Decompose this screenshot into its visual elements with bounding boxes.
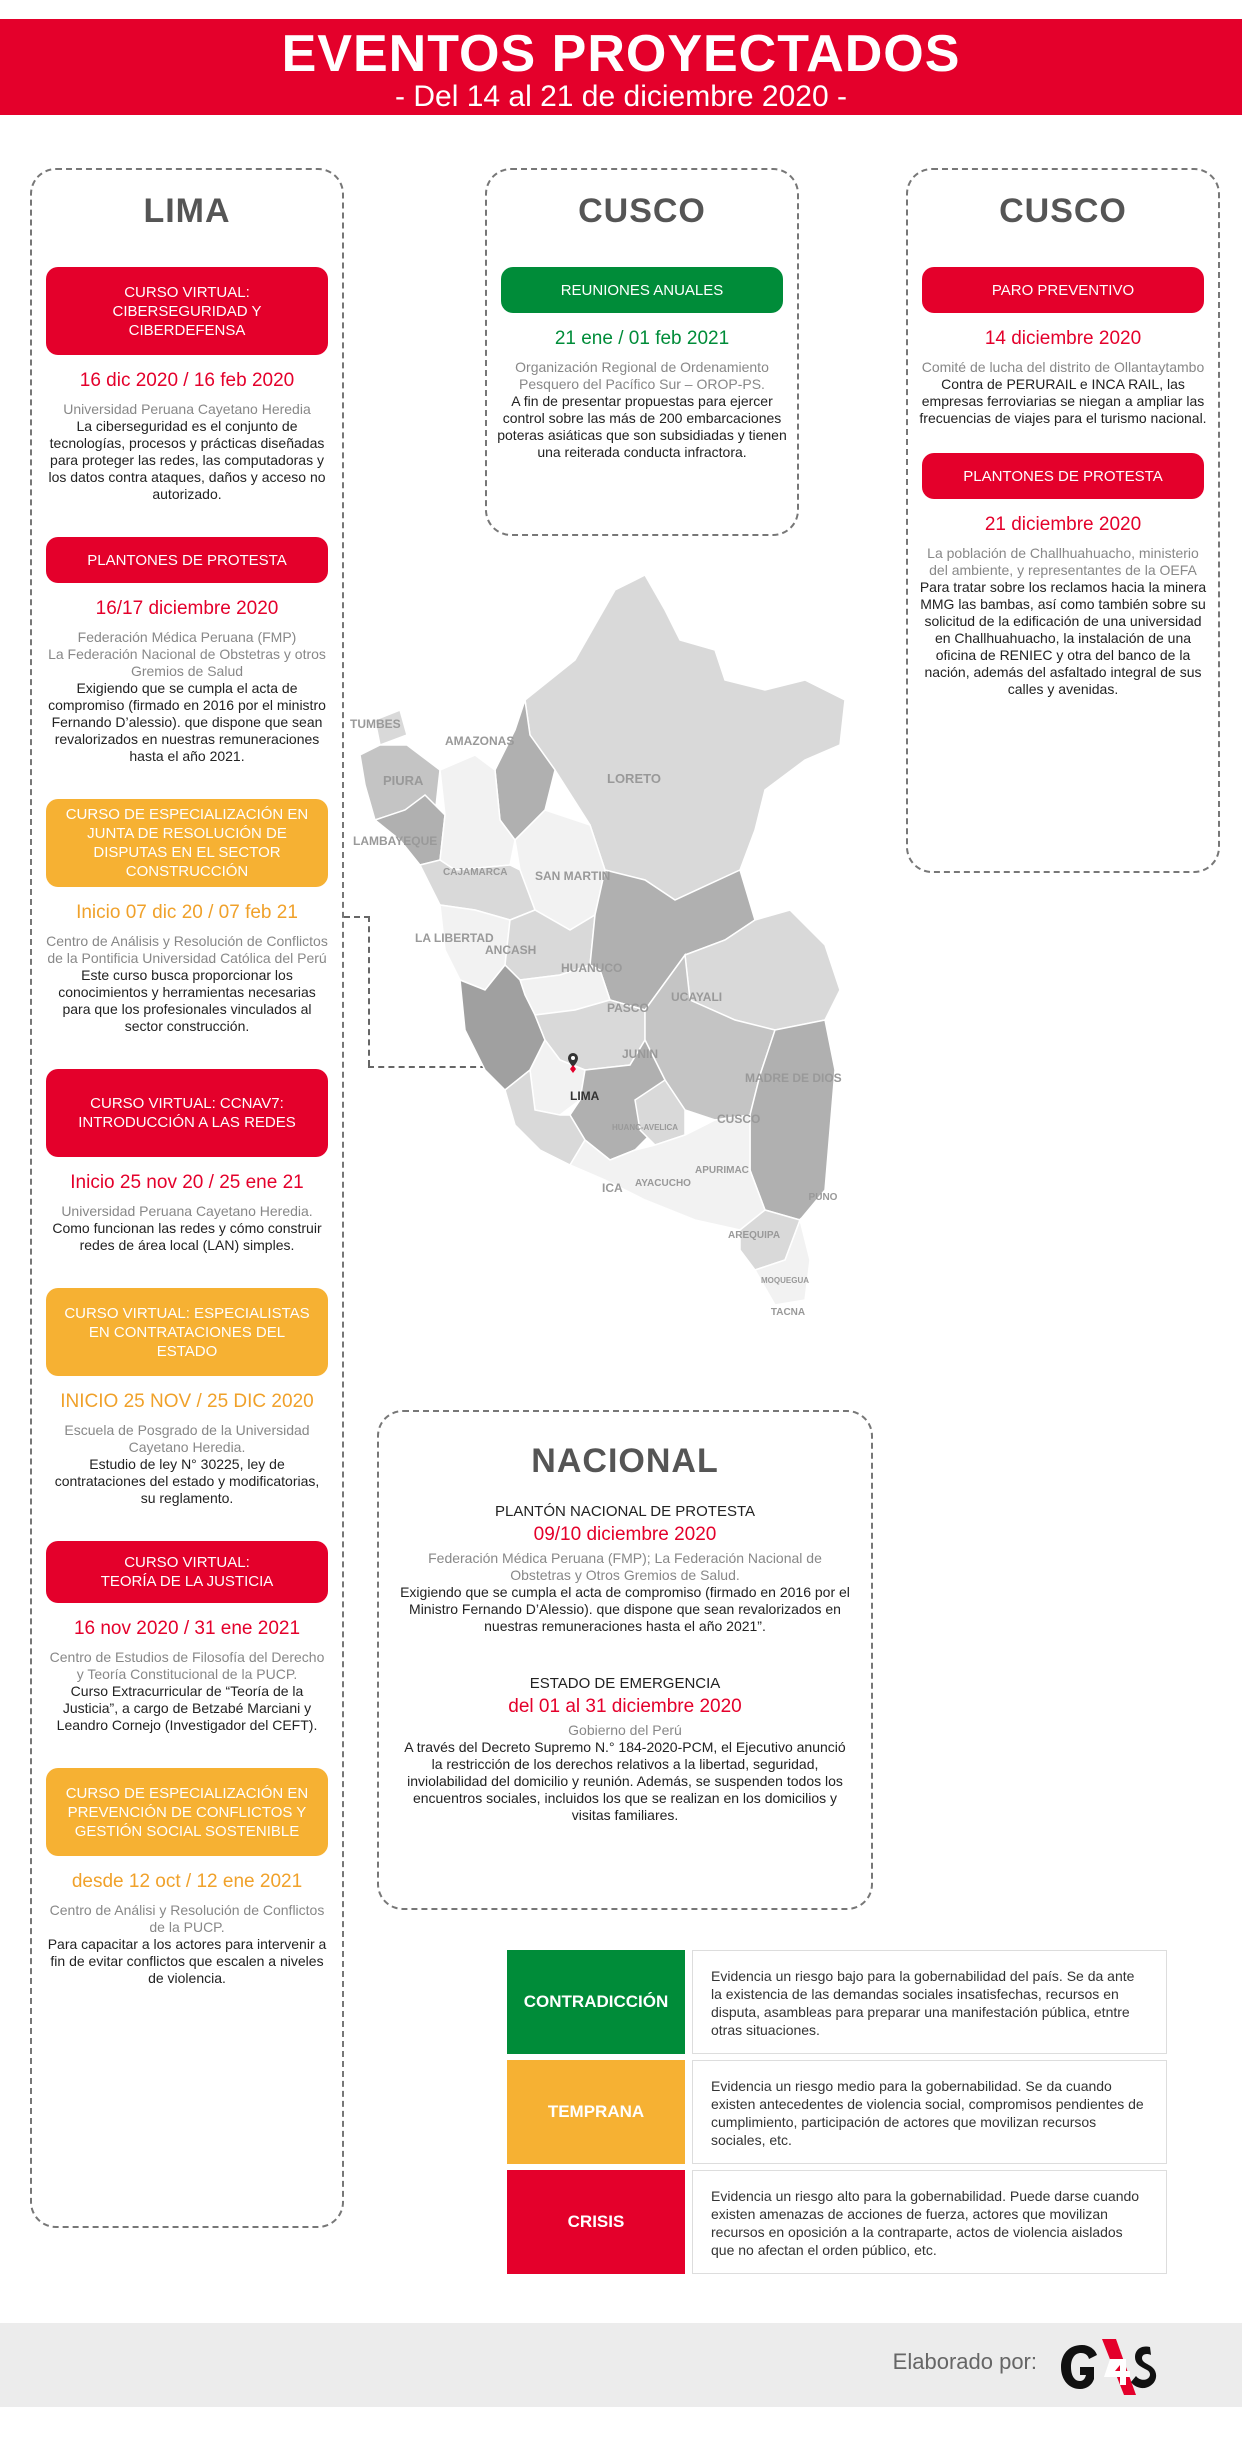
event-organizer: Centro de Análisis y Resolución de Conflictos de la Pontificia Universidad Católica del Perú — [46, 933, 328, 966]
event-date: 14 diciembre 2020 — [984, 328, 1142, 349]
legend-label: CRISIS — [507, 2170, 685, 2274]
event-item — [32, 1069, 342, 1254]
panel-cusco-reuniones — [485, 168, 799, 536]
risk-legend — [507, 1950, 1167, 2280]
event-description: Para capacitar a los actores para intervenir a fin de evitar conflictos que escalen a niveles de violencia. — [47, 1936, 327, 1986]
event-category-badge: CURSO VIRTUAL: TEORÍA DE LA JUSTICIA — [46, 1541, 328, 1603]
nacional-event — [379, 1675, 871, 1824]
event-date: 21 diciembre 2020 — [984, 514, 1142, 535]
event-date: desde 12 oct / 12 ene 2021 — [71, 1871, 303, 1892]
event-description: Para tratar sobre los reclamos hacia la minera MMG las bambas, así como también sobre su solicitud de la edificación de una universidad en Challhuahuacho, la instalación de una oficina de RENIEC y otra del banco de la nación, además del asfaltado integral de sus calles y avenidas. — [919, 579, 1207, 697]
legend-description: Evidencia un riesgo alto para la gobernabilidad. Puede darse cuando existen amenazas de acciones de fuerza, actores que movilizan recursos en oposición a la contraparte, actos de violencia aislados que no afectan el orden público, etc. — [692, 2170, 1167, 2274]
map-label: AYACUCHO — [635, 1178, 691, 1189]
event-item — [32, 267, 342, 503]
event-date: 21 ene / 01 feb 2021 — [554, 328, 730, 349]
event-date: 16 nov 2020 / 31 ene 2021 — [73, 1618, 301, 1639]
event-organizer: Universidad Peruana Cayetano Heredia. — [61, 1203, 313, 1219]
event-organizer: Escuela de Posgrado de la Universidad Cayetano Heredia. — [64, 1422, 310, 1455]
event-organizer: Comité de lucha del distrito de Ollantaytambo — [921, 359, 1205, 375]
map-label: CAJAMARCA — [443, 867, 508, 878]
event-category-badge: REUNIONES ANUALES — [501, 267, 783, 313]
event-organizer: La población de Challhuahuacho, ministerio del ambiente, y representantes de la OEFA — [927, 545, 1199, 578]
event-date: Inicio 07 dic 20 / 07 feb 21 — [76, 902, 298, 923]
map-label: HUANC-AVELICA — [612, 1123, 679, 1132]
event-item — [32, 799, 342, 1035]
event-organizer: Federación Médica Peruana (FMP); La Federación Nacional de Obstetras y Otros Gremios de Salud. — [428, 1550, 822, 1583]
map-label: LORETO — [607, 771, 661, 786]
event-date: INICIO 25 NOV / 25 DIC 2020 — [60, 1391, 314, 1412]
event-category-badge: CURSO VIRTUAL: CIBERSEGURIDAD Y CIBERDEFENSA — [46, 267, 328, 355]
map-label: AMAZONAS — [445, 734, 515, 748]
event-item — [908, 453, 1218, 698]
event-item — [32, 1768, 342, 1987]
map-label: LA LIBERTAD — [415, 931, 494, 945]
peru-map — [345, 570, 855, 1330]
map-label: HUANUCO — [561, 961, 623, 975]
event-subtitle: ESTADO DE EMERGENCIA — [529, 1675, 721, 1692]
event-date: 16/17 diciembre 2020 — [95, 598, 279, 619]
map-label: PUNO — [808, 1192, 838, 1203]
map-label: CUSCO — [717, 1112, 761, 1126]
legend-description: Evidencia un riesgo bajo para la gobernabilidad del país. Se da ante la existencia de las demandas sociales insatisfechas, recursos en disputa, asambleas para preparar una manifestación pública, etntre otras situaciones. — [692, 1950, 1167, 2054]
event-subtitle: PLANTÓN NACIONAL DE PROTESTA — [494, 1503, 756, 1520]
map-label: JUNIN — [622, 1047, 659, 1061]
event-category-badge: PLANTONES DE PROTESTA — [46, 537, 328, 583]
map-label: APURIMAC — [695, 1165, 749, 1176]
footer — [0, 2323, 1242, 2407]
g4s-logo — [1058, 2337, 1162, 2397]
map-label: PASCO — [607, 1001, 649, 1015]
event-item — [32, 1541, 342, 1734]
event-date: del 01 al 31 diciembre 2020 — [508, 1696, 742, 1717]
event-category-badge: CURSO VIRTUAL: CCNAV7: INTRODUCCIÓN A LAS REDES — [46, 1069, 328, 1157]
panel-title-nacional: NACIONAL — [531, 1442, 719, 1480]
event-item — [908, 267, 1218, 427]
event-organizer: Organización Regional de Ordenamiento Pesquero del Pacífico Sur – OROP-PS. — [515, 359, 769, 392]
panel-cusco-paro — [906, 168, 1220, 873]
nacional-event — [379, 1503, 871, 1635]
panel-nacional — [377, 1410, 873, 1910]
event-description: Estudio de ley N° 30225, ley de contrataciones del estado y modificatorias, su reglamento. — [54, 1456, 320, 1506]
legend-label: TEMPRANA — [507, 2060, 685, 2164]
legend-label: CONTRADICCIÓN — [507, 1950, 685, 2054]
page-subtitle: - Del 14 al 21 de diciembre 2020 - — [395, 80, 847, 113]
event-organizer: Gobierno del Perú — [568, 1722, 682, 1738]
event-category-badge: CURSO DE ESPECIALIZACIÓN EN PREVENCIÓN DE CONFLICTOS Y GESTIÓN SOCIAL SOSTENIBLE — [46, 1768, 328, 1856]
map-label: PIURA — [383, 773, 424, 788]
event-description: Exigiendo que se cumpla el acta de compromiso (firmado en 2016 por el Ministro Fernando D’Alessio). que dispone que sean revalorizados en nuestras remuneraciones hasta el año 2021”. — [400, 1584, 850, 1634]
map-label: TACNA — [770, 1307, 806, 1318]
legend-row-temprana — [507, 2060, 1167, 2164]
event-description: A través del Decreto Supremo N.° 184-2020-PCM, el Ejecutivo anunció la restricción de los derechos relativos a la libertad, seguridad, inviolabilidad del domicilio y reunión. Además, se suspenden todos los encuentros sociales, incluidos los que se realizan en los domicilios y visitas familiares. — [404, 1739, 846, 1823]
panel-title-lima: LIMA — [143, 192, 231, 230]
panel-title-cusco: CUSCO — [999, 192, 1127, 230]
event-description: Como funcionan las redes y cómo construir redes de área local (LAN) simples. — [52, 1220, 322, 1253]
map-label: LIMA — [570, 1089, 600, 1103]
event-description: Contra de PERURAIL e INCA RAIL, las empresas ferroviarias se niegan a ampliar las frecuencias de viajes para el turismo nacional. — [919, 376, 1207, 426]
event-category-badge: PARO PREVENTIVO — [922, 267, 1204, 313]
map-label: TUMBES — [350, 717, 401, 731]
event-category-badge: CURSO VIRTUAL: ESPECIALISTAS EN CONTRATACIONES DEL ESTADO — [46, 1288, 328, 1376]
event-date: Inicio 25 nov 20 / 25 ene 21 — [70, 1172, 304, 1193]
event-category-badge: PLANTONES DE PROTESTA — [922, 453, 1204, 499]
event-organizer: Centro de Análisi y Resolución de Conflictos de la PUCP. — [49, 1902, 325, 1935]
map-label: UCAYALI — [671, 990, 723, 1004]
event-organizer: Centro de Estudios de Filosofía del Derecho y Teoría Constitucional de la PUCP. — [49, 1649, 325, 1682]
page-title: EVENTOS PROYECTADOS — [281, 25, 961, 83]
panel-title-cusco: CUSCO — [578, 192, 706, 230]
legend-row-contradiccion — [507, 1950, 1167, 2054]
event-item — [487, 267, 797, 461]
map-label: SAN MARTIN — [535, 869, 611, 883]
panel-lima — [30, 168, 344, 2228]
event-item — [32, 1288, 342, 1507]
legend-row-crisis — [507, 2170, 1167, 2274]
event-organizer: Federación Médica Peruana (FMP) La Federación Nacional de Obstetras y otros Gremios de Salud — [48, 629, 326, 679]
event-item — [32, 537, 342, 765]
event-date: 09/10 diciembre 2020 — [533, 1524, 717, 1545]
footer-credit: Elaborado por: — [892, 2349, 1037, 2374]
header-banner — [0, 19, 1242, 115]
event-description: Este curso busca proporcionar los conocimientos y herramientas necesarias para que los profesionales vinculados al sector construcción. — [58, 967, 316, 1034]
event-description: Curso Extracurricular de “Teoría de la Justicia”, a cargo de Betzabé Marciani y Leandro Cornejo (Investigador del CEFT). — [56, 1683, 318, 1733]
map-label: LAMBAYEQUE — [353, 834, 438, 848]
event-description: La ciberseguridad es el conjunto de tecnologías, procesos y prácticas diseñadas para proteger las redes, las computadoras y los datos contra ataques, daños y acceso no autorizado. — [48, 418, 326, 502]
event-description: A fin de presentar propuestas para ejercer control sobre las más de 200 embarcaciones poteras asiáticas que son subsidiadas y tienen una reiterada conducta infractora. — [497, 393, 787, 460]
event-date: 16 dic 2020 / 16 feb 2020 — [79, 370, 295, 391]
event-organizer: Universidad Peruana Cayetano Heredia — [63, 401, 311, 417]
map-label: ANCASH — [485, 943, 537, 957]
map-label: AREQUIPA — [728, 1230, 781, 1241]
event-description: Exigiendo que se cumpla el acta de compromiso (firmado en 2016 por el ministro Fernando D’alessio). que dispone que sean revalorizados en nuestras remuneraciones hasta el año 2021. — [48, 680, 326, 764]
legend-description: Evidencia un riesgo medio para la gobernabilidad. Se da cuando existen antecedentes de violencia social, compromisos pendientes de cumplimiento, participación de actores que movilizan recursos sociales, etc. — [692, 2060, 1167, 2164]
map-label: MOQUEGUA — [761, 1276, 809, 1285]
event-category-badge: CURSO DE ESPECIALIZACIÓN EN JUNTA DE RESOLUCIÓN DE DISPUTAS EN EL SECTOR CONSTRUCCIÓN — [46, 799, 328, 887]
map-label: MADRE DE DIOS — [745, 1071, 842, 1085]
map-label: ICA — [602, 1181, 623, 1195]
